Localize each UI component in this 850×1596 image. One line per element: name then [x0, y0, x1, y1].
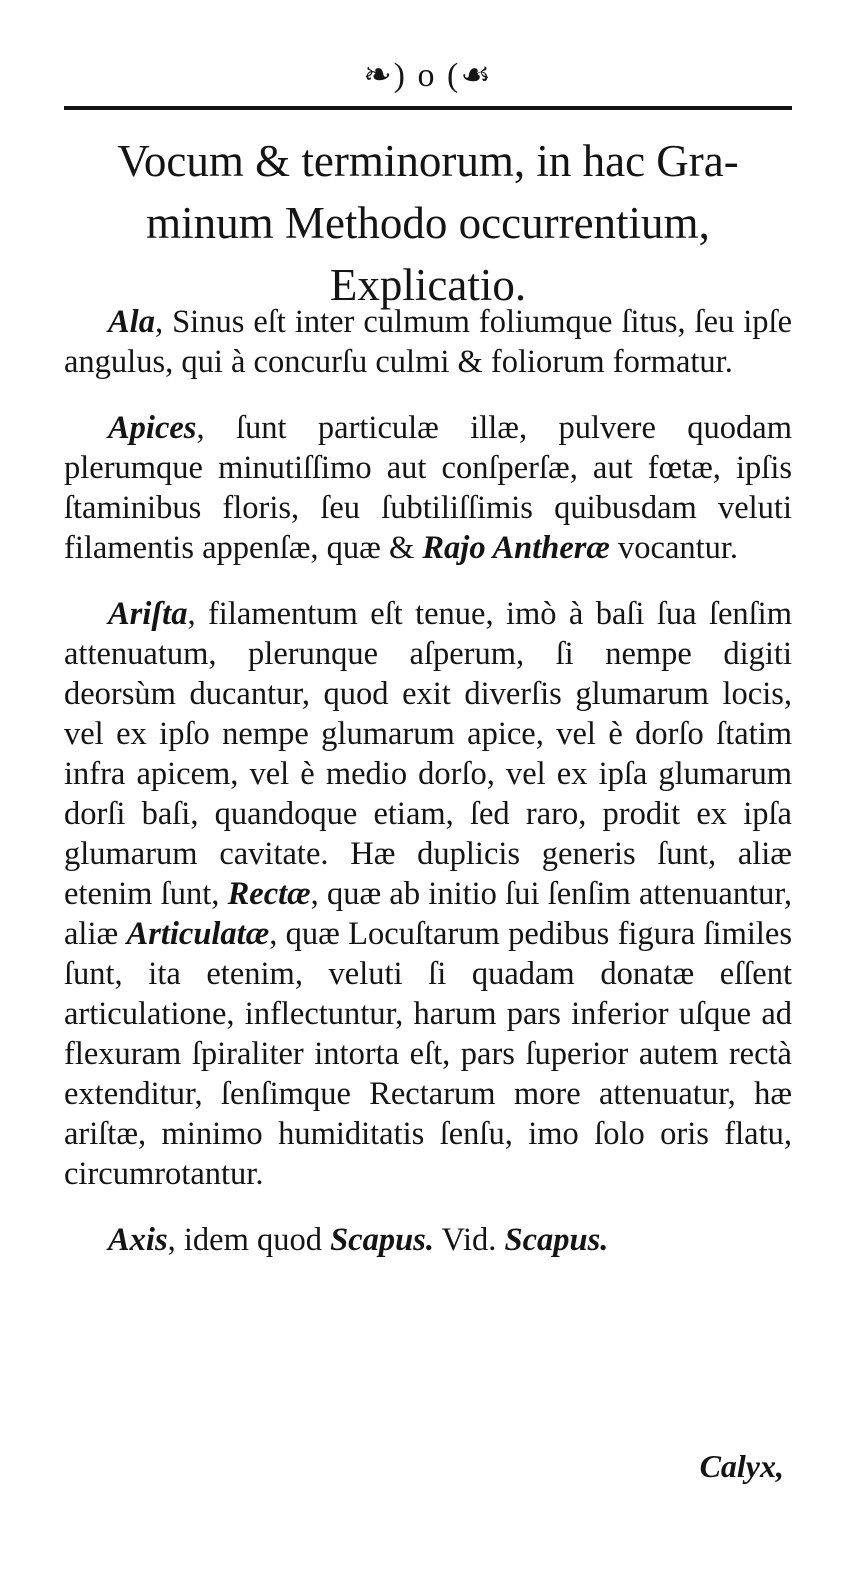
term-apices: Apices — [108, 410, 197, 446]
section-title — [64, 130, 792, 316]
title-line-3: Explicatio. — [329, 260, 527, 310]
title-line-2: minum Methodo occurrentium, — [146, 198, 710, 248]
entry-axis-italic-scapus-2: Scapus. — [504, 1222, 609, 1258]
catchword: Calyx, — [699, 1448, 784, 1484]
entry-axis-text-2: Vid. — [433, 1222, 505, 1258]
term-axis: Axis — [108, 1222, 168, 1258]
entry-axis-text: , idem quod — [167, 1222, 331, 1258]
entry-arista-italic-articulata: Articulatæ — [126, 916, 270, 952]
glossary-body — [64, 302, 792, 1286]
entry-apices-text: , ſunt particulæ illæ, pulvere quodam plerumque minutiſſimo aut conſperſæ, aut fœtæ, ipſis ſtaminibus floris, ſeu ſubtiliſſimis quibusdam veluti filamentis appenſæ, quæ & — [64, 410, 792, 566]
term-arista: Ariſta — [108, 596, 188, 632]
title-line-1: Vocum & terminorum, in hac Gra- — [117, 136, 739, 186]
entry-arista-italic-recta: Rectæ — [227, 876, 311, 912]
entry-arista-text: , filamentum eſt tenue, imò à baſi ſua ſenſim attenuatum, plerunque aſperum, ſi nempe digiti deorsùm ducantur, quod exit diverſis glumarum locis, vel ex ipſo nempe glumarum apice, vel è dorſo ſtatim infra apicem, vel è medio dorſo, vel ex ipſa glumarum dorſi baſi, quandoque etiam, ſed raro, prodit ex ipſa glumarum cavitate. Hæ duplicis generis ſunt, aliæ etenim ſunt, — [64, 596, 792, 912]
page-header-ornament: ❧) o (☙ — [363, 57, 493, 94]
entry-apices — [64, 408, 792, 568]
entry-ala — [64, 302, 792, 382]
entry-arista-text-3: , quæ Locuſtarum pedibus figura ſimiles ſunt, ita etenim, veluti ſi quadam donatæ eſſent articulatione, inflectuntur, harum pars inferior uſque ad flexuram ſpiraliter intorta eſt, pars ſuperior autem rectà extenditur, ſenſimque Rectarum more attenuatur, hæ ariſtæ, minimo humiditatis ſenſu, imo ſolo oris flatu, circumrotantur. — [64, 916, 792, 1192]
entry-arista — [64, 594, 792, 1194]
term-ala: Ala — [108, 304, 155, 340]
entry-apices-italic: Rajo Antheræ — [422, 530, 610, 566]
entry-axis-italic-scapus: Scapus. — [330, 1222, 434, 1258]
header-rule — [64, 106, 792, 110]
entry-ala-text: , Sinus eſt inter culmum foliumque ſitus, ſeu ipſe angulus, qui à concurſu culmi & foliorum formatur. — [64, 304, 792, 380]
entry-apices-text-end: vocantur. — [609, 530, 739, 566]
entry-axis — [64, 1220, 792, 1260]
entry-arista-text-2: , quæ ab initio ſui ſenſim attenuantur, aliæ — [64, 876, 792, 952]
